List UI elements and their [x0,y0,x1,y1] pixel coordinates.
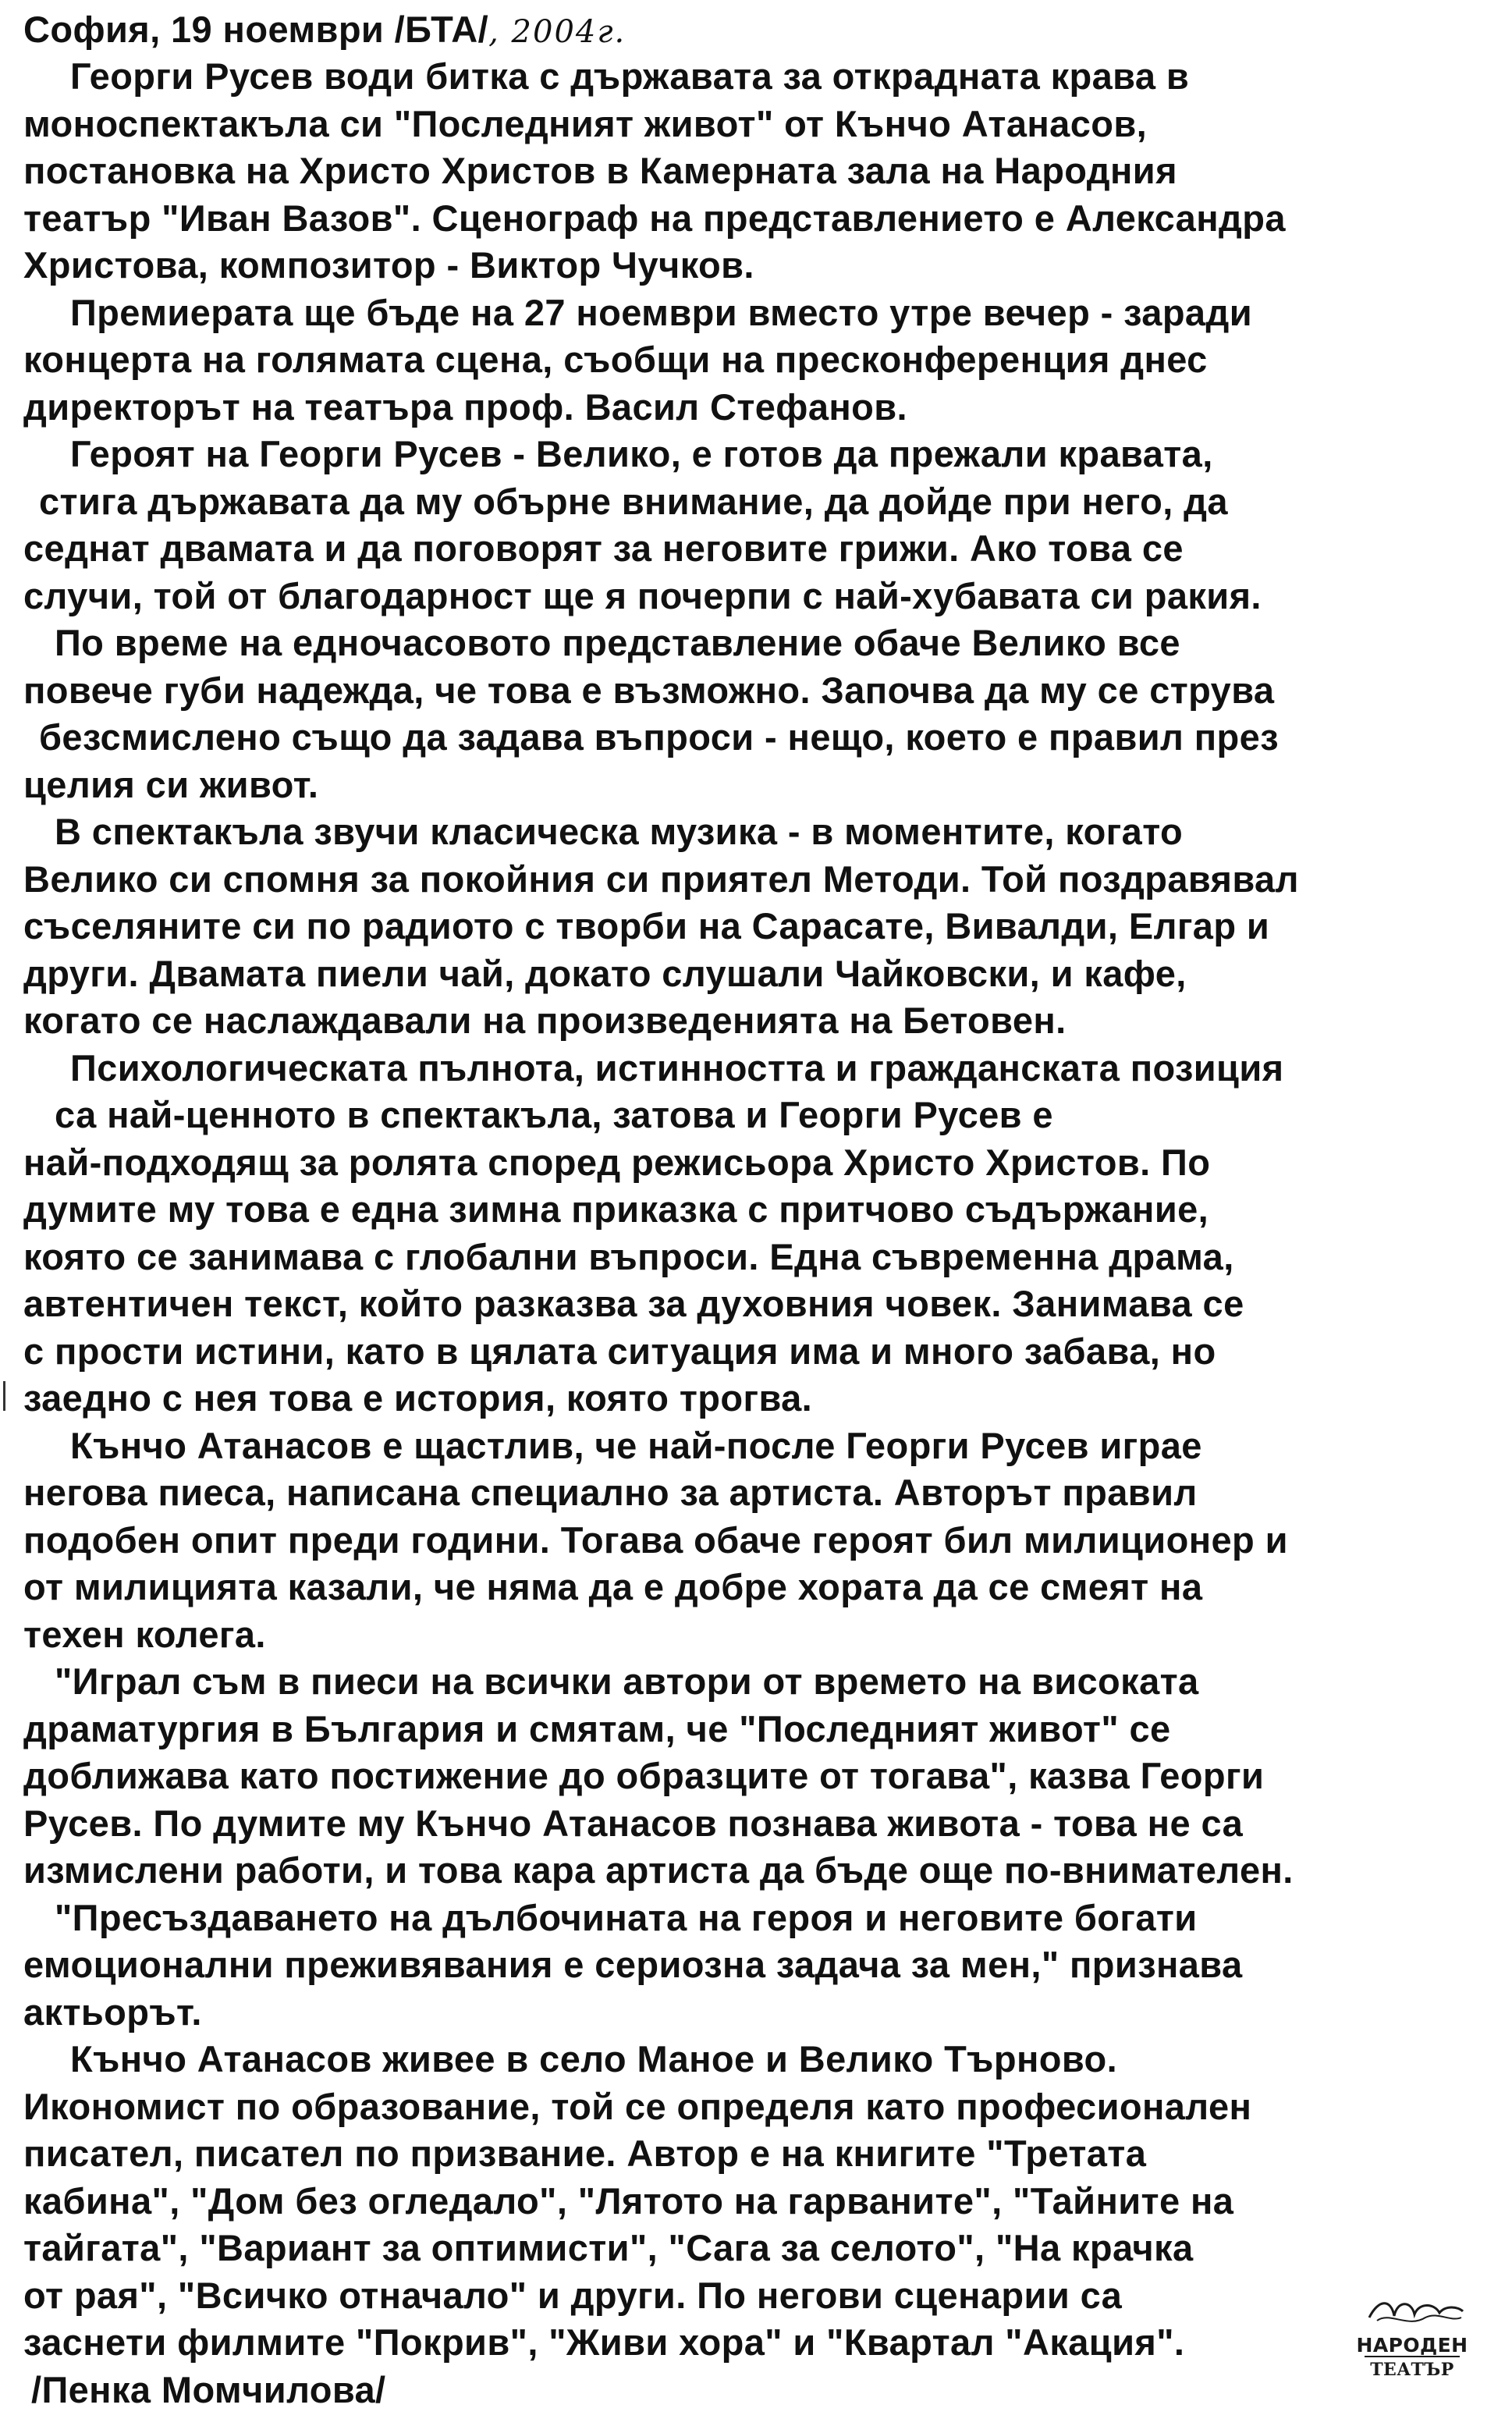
article-line: негова пиеса, написана специално за артиста. Авторът правил [23,1472,1198,1513]
article-line: Велико си спомня за покойния си приятел Методи. Той поздравявал [23,858,1299,900]
handwritten-year: , 2004г. [488,14,626,50]
article-line: концерта на голямата сцена, съобщи на пресконференция днес [23,339,1208,380]
article-line: Икономист по образование, той се определя като професионален [23,2085,1252,2127]
article-line: безсмислено също да задава въпроси - нещо, което е правил през [39,716,1279,758]
national-theatre-stamp-logo [1354,2294,1471,2381]
article-line: повече губи надежда, че това е възможно. Започва да му се струва [23,669,1275,711]
article-line: Русев. По думите му Кънчо Атанасов познава живота - това не са [23,1802,1244,1844]
article-line: моноспектакъла си "Последният живот" от Кънчо Атанасов, [23,102,1148,144]
article-line: когато се наслаждавали на произведенията на Бетовен. [23,1000,1067,1041]
dateline [23,6,626,56]
article-line: Христова, композитор - Виктор Чучков. [23,244,754,286]
stamp-text-bottom: ТЕАТЪР [1370,2360,1454,2380]
article-line: "Играл съм в пиеси на всички автори от времето на високата [55,1660,1199,1702]
article-line: постановка на Христо Христов в Камерната зала на Народния [23,150,1177,191]
article-line: с прости истини, като в цялата ситуация има и много забава, но [23,1330,1216,1372]
article-line: от рая", "Всичко отначало" и други. По негови сценарии са [23,2274,1123,2316]
article-line: заедно с нея това е история, която трогва. [23,1377,813,1419]
article-line: драматургия в България и смятам, че "Последният живот" се [23,1707,1171,1749]
article-line: В спектакъла звучи класическа музика - в моментите, когато [55,811,1184,852]
article-line: заснети филмите "Покрив", "Живи хора" и "Квартал "Акация". [23,2321,1185,2363]
article-line: доближава като постижение до образците от тогава", казва Георги [23,1755,1265,1796]
article-line: думите му това е една зимна приказка с притчово съдържание, [23,1188,1209,1230]
article-line: директорът на театъра проф. Васил Стефанов. [23,385,908,428]
article-line: Премиерата ще бъде на 27 ноември вместо утре вечер - заради [70,291,1253,333]
article-line: стига държавата да му обърне внимание, да дойде при него, да [39,480,1228,522]
stamp-text-top: НАРОДЕН [1356,2334,1468,2357]
article-line: са най-ценното в спектакъла, затова и Георги Русев е [55,1094,1053,1135]
article-line: целия си живот. [23,763,319,805]
article-line: Героят на Георги Русев - Велико, е готов да прежали кравата, [70,433,1213,474]
article-line: По време на едночасовото представление обаче Велико все [55,622,1180,663]
stamp-scribble-underline [1377,2315,1461,2321]
article-body [23,53,1490,2413]
article-line: Кънчо Атанасов е щастлив, че най-после Георги Русев играе [70,1424,1202,1466]
article-line: най-подходящ за ролята според режисьора Христо Христов. По [23,1141,1211,1183]
article-line: "Пресъздаването на дълбочината на героя и неговите богати [55,1896,1198,1938]
article-line: която се занимава с глобални въпроси. Една съвременна драма, [23,1235,1234,1277]
article-line: техен колега. [23,1613,266,1655]
article-line: кабина", "Дом без огледало", "Лятото на гарваните", "Тайните на [23,2179,1234,2222]
article-line: Кънчо Атанасов живее в село Маное и Велико Търново. [70,2038,1118,2080]
article-line: тайгата", "Вариант за оптимисти", "Сага за селото", "На крачка [23,2227,1194,2268]
article-line: съселяните си по радиото с творби на Сарасате, Вивалди, Елгар и [23,905,1270,947]
dateline-text: София, 19 ноември /БТА/ [23,9,489,50]
author-signature: /Пенка Момчилова/ [31,2368,386,2410]
article-line: случи, той от благодарност ще я почерпи с най-хубавата си ракия. [23,574,1262,616]
scan-margin-mark [3,1381,5,1411]
article-line: Георги Русев води битка с държавата за откраднатa крава в [70,55,1190,97]
article-line: подобен опит преди години. Тогава обаче героят бил милиционер и [23,1518,1288,1561]
article-line: седнат двамата и да поговорят за неговите грижи. Ако това се [23,527,1184,569]
article-line: писател, писател по призвание. Автор е на книгите "Третата [23,2133,1147,2174]
article-line: от милицията казали, че няма да е добре хората да се смеят на [23,1566,1203,1607]
article-line: емоционални преживявания е сериозна задача за мен," признава [23,1944,1243,1985]
article-line: актьорът. [23,1991,202,2033]
article-line: автентичен текст, който разказва за духовния човек. Занимава се [23,1283,1244,1324]
article-line: театър "Иван Вазов". Сценограф на представлението е Александра [23,197,1286,239]
article-line: Психологическата пълнота, истинността и гражданската позиция [70,1046,1284,1089]
article-line: измислени работи, и това кара артиста да бъде още по-внимателен. [23,1849,1294,1891]
article-line: други. Двамата пиели чай, докато слушали Чайковски, и кафе, [23,952,1187,994]
stamp-scribble [1369,2303,1463,2318]
